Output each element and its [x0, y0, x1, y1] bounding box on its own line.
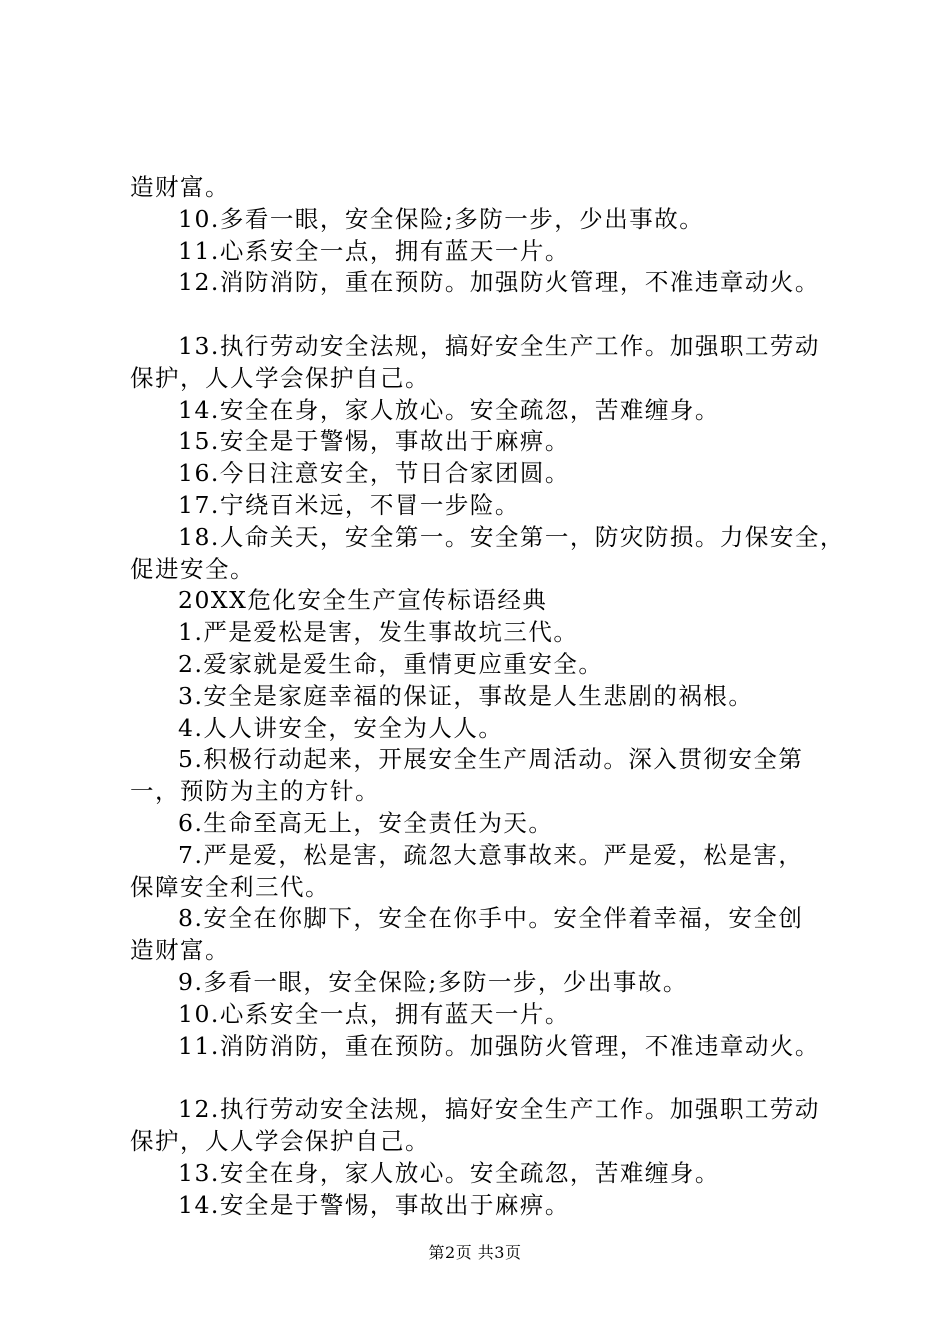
text-line: 9.多看一眼，安全保险;多防一步，少出事故。: [178, 967, 688, 996]
text-line: 一，预防为主的方针。: [130, 777, 380, 806]
text-line: 造财富。: [130, 936, 230, 965]
text-line: 3.安全是家庭幸福的保证，事故是人生悲剧的祸根。: [178, 681, 754, 710]
text-line: 7.严是爱，松是害，疏忽大意事故来。严是爱，松是害，: [178, 840, 804, 869]
text-line: 13.安全在身，家人放心。安全疏忽，苦难缠身。: [178, 1158, 720, 1187]
page-number-label: 第2页 共3页: [428, 1243, 522, 1262]
text-line: 11.心系安全一点，拥有蓝天一片。: [178, 236, 570, 265]
text-line: 8.安全在你脚下，安全在你手中。安全伴着幸福，安全创: [178, 904, 804, 933]
text-line: 16.今日注意安全，节日合家团圆。: [178, 459, 570, 488]
text-line: 6.生命至高无上，安全责任为天。: [178, 808, 554, 837]
text-line: 保护，人人学会保护自己。: [130, 1126, 430, 1155]
text-line: 14.安全在身，家人放心。安全疏忽，苦难缠身。: [178, 395, 720, 424]
text-line: 保护，人人学会保护自己。: [130, 363, 430, 392]
text-line: 18.人命关天，安全第一。安全第一，防灾防损。力保安全，: [178, 522, 845, 551]
text-line: 4.人人讲安全，安全为人人。: [178, 713, 504, 742]
text-line: 12.执行劳动安全法规，搞好安全生产工作。加强职工劳动: [178, 1095, 820, 1124]
text-line: 15.安全是于警惕，事故出于麻痹。: [178, 427, 570, 456]
text-line: 保障安全利三代。: [130, 872, 330, 901]
text-line: 5.积极行动起来，开展安全生产周活动。深入贯彻安全第: [178, 745, 804, 774]
text-line: 13.执行劳动安全法规，搞好安全生产工作。加强职工劳动: [178, 331, 820, 360]
text-line: 促进安全。: [130, 554, 255, 583]
text-line: 2.爱家就是爱生命，重情更应重安全。: [178, 649, 604, 678]
page-footer: [0, 1243, 950, 1263]
blank-line: [130, 299, 840, 331]
text-line: 1.严是爱松是害，发生事故坑三代。: [178, 618, 579, 647]
text-line: 14.安全是于警惕，事故出于麻痹。: [178, 1190, 570, 1219]
text-line: 造财富。: [130, 173, 230, 201]
text-line: 17.宁绕百米远，不冒一步险。: [178, 490, 520, 519]
text-line: 10.心系安全一点，拥有蓝天一片。: [178, 999, 570, 1028]
text-line: 12.消防消防，重在预防。加强防火管理，不准违章动火。: [178, 268, 820, 297]
document-body: [130, 172, 845, 1221]
text-line: 10.多看一眼，安全保险;多防一步，少出事故。: [178, 204, 705, 233]
blank-line: [130, 1062, 840, 1094]
text-line: 11.消防消防，重在预防。加强防火管理，不准违章动火。: [178, 1031, 820, 1060]
text-line: 20XX危化安全生产宣传标语经典: [178, 586, 548, 615]
